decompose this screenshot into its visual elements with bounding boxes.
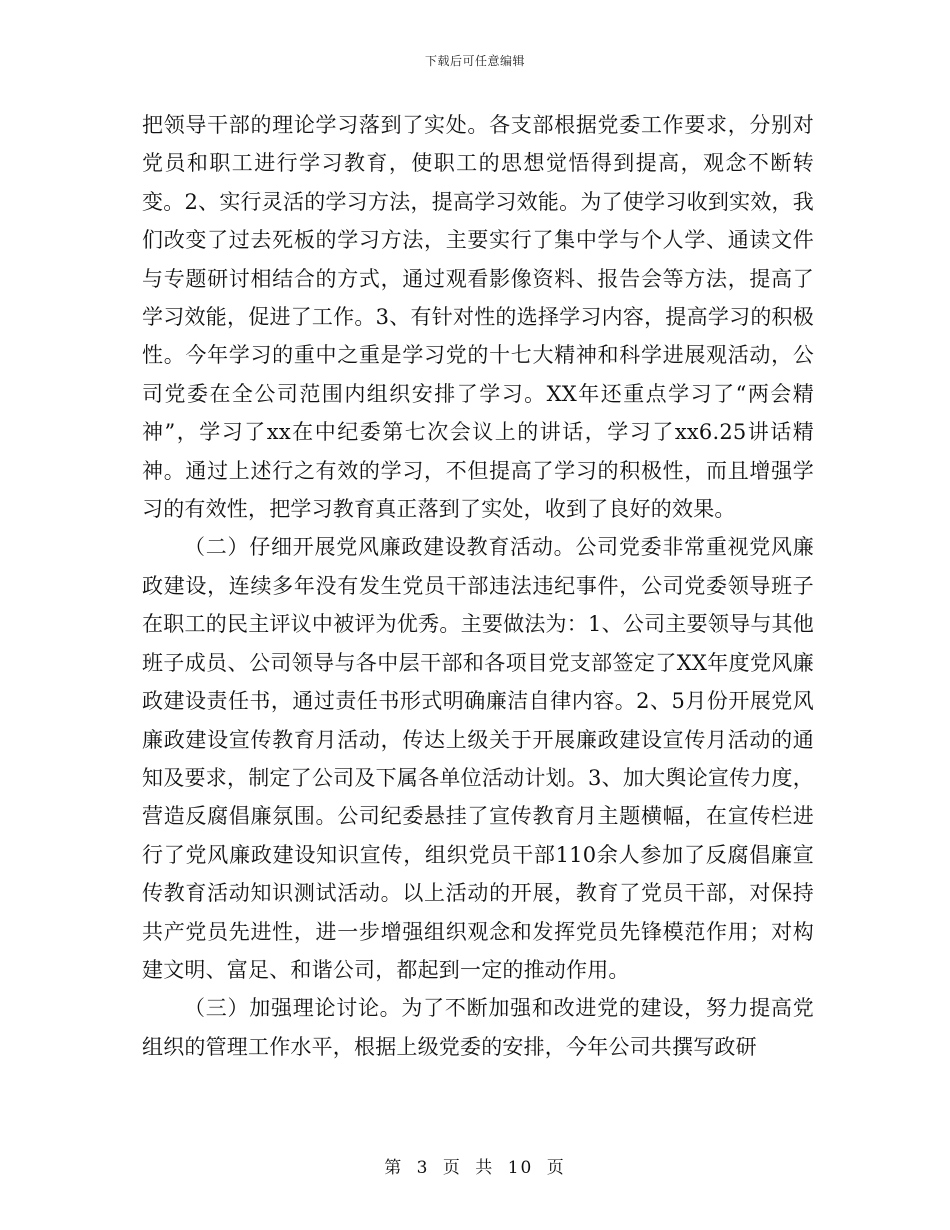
document-body — [142, 106, 814, 1066]
page-number-footer: 第 3 页 共 10 页 — [384, 1158, 566, 1178]
body-paragraph-2: （二）仔细开展党风廉政建设教育活动。公司党委非常重视党风廉政建设，连续多年没有发生党员干部违法违纪事件，公司党委领导班子在职工的民主评议中被评为优秀。主要做法为：1、公司主要领导与其他班子成员、公司领导与各中层干部和各项目党支部签定了XX年度党风廉政建设责任书，通过责任书形式明确廉洁自律内容。2、5月份开展党风廉政建设宣传教育月活动，传达上级关于开展廉政建设宣传月活动的通知及要求，制定了公司及下属各单位活动计划。3、加大舆论宣传力度，营造反腐倡廉氛围。公司纪委悬挂了宣传教育月主题横幅，在宣传栏进行了党风廉政建设知识宣传，组织党员干部110余人参加了反腐倡廉宣传教育活动知识测试活动。以上活动的开展，教育了党员干部，对保持共产党员先进性，进一步增强组织观念和发挥党员先锋模范作用；对构建文明、富足、和谐公司，都起到一定的推动作用。 — [142, 535, 814, 982]
page-header: 下载后可任意编辑 — [424, 54, 525, 68]
body-paragraph-3: （三）加强理论讨论。为了不断加强和改进党的建设，努力提高党组织的管理工作水平，根据上级党委的安排，今年公司共撰写政研 — [142, 996, 814, 1059]
body-paragraph-1: 把领导干部的理论学习落到了实处。各支部根据党委工作要求，分别对党员和职工进行学习教育，使职工的思想觉悟得到提高，观念不断转变。2、实行灵活的学习方法，提高学习效能。为了使学习收到实效，我们改变了过去死板的学习方法，主要实行了集中学与个人学、通读文件与专题研讨相结合的方式，通过观看影像资料、报告会等方法，提高了学习效能，促进了工作。3、有针对性的选择学习内容，提高学习的积极性。今年学习的重中之重是学习党的十七大精神和科学进展观活动，公司党委在全公司范围内组织安排了学习。XX年还重点学习了“两会精神”，学习了xx在中纪委第七次会议上的讲话，学习了xx6.25讲话精神。通过上述行之有效的学习，不但提高了学习的积极性，而且增强学习的有效性，把学习教育真正落到了实处，收到了良好的效果。 — [142, 113, 814, 522]
